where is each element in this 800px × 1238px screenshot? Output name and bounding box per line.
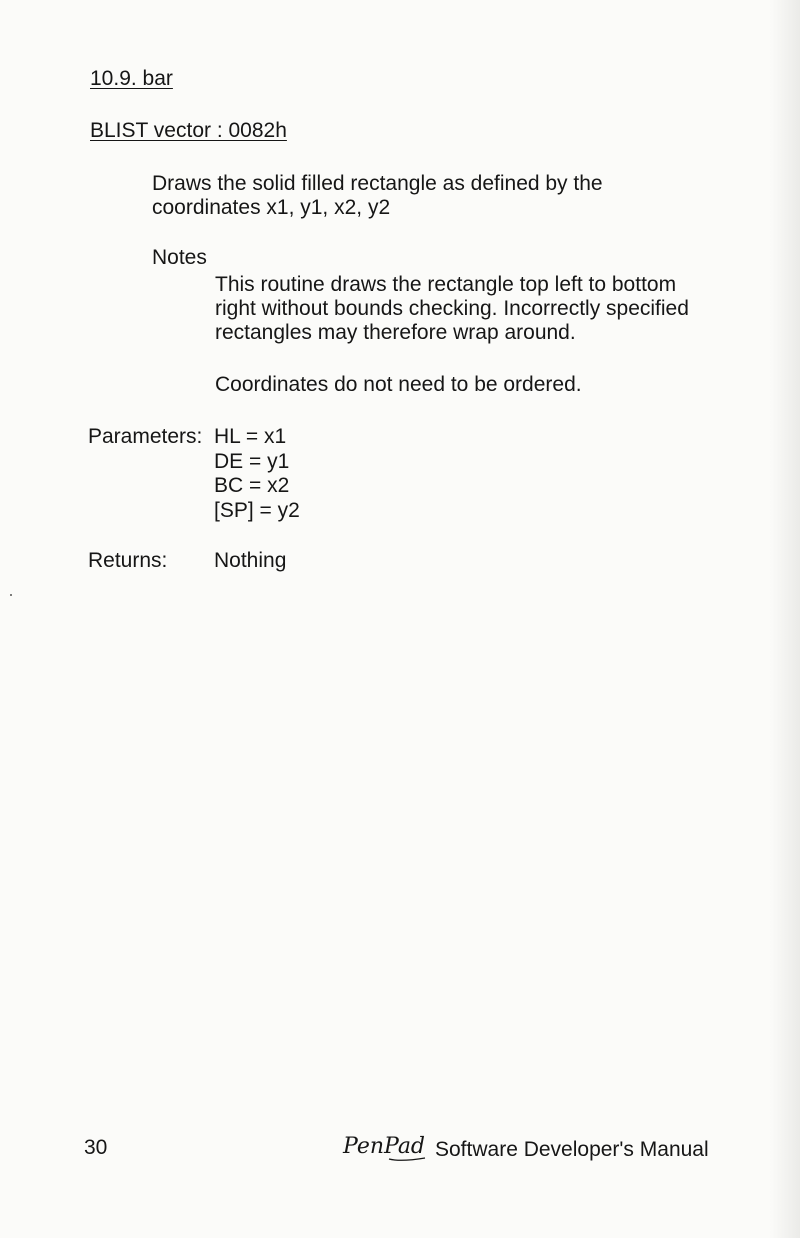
parameter-item: BC = x2 [214,474,290,497]
notes-paragraph-2: Coordinates do not need to be ordered. [215,373,582,396]
parameter-item: [SP] = y2 [214,498,300,522]
manual-title: Software Developer's Manual [435,1138,709,1161]
description-line: Draws the solid filled rectangle as defined by the [152,172,603,195]
vector-heading: BLIST vector : 0082h [90,119,287,142]
notes-label: Notes [152,246,207,269]
penpad-logo [341,1128,429,1164]
parameters-list [214,425,300,523]
notes-paragraph [215,273,689,345]
notes-line: right without bounds checking. Incorrectly specified [215,297,689,320]
page-edge-shade [770,0,800,1238]
description-line: coordinates x1, y1, x2, y2 [152,196,391,219]
returns-label: Returns: [88,549,168,572]
description [152,172,603,220]
notes-line: rectangles may therefore wrap around. [215,321,576,344]
parameters-label: Parameters: [88,425,203,448]
parameter-item: HL = x1 [214,425,287,448]
section-title: 10.9. bar [90,67,173,90]
parameter-item: DE = y1 [214,449,290,473]
scan-speck [10,594,12,596]
returns-value: Nothing [214,549,287,572]
penpad-logo-text: PenPad [343,1134,426,1159]
page-number: 30 [84,1136,108,1159]
notes-line: This routine draws the rectangle top left to bottom [215,273,677,296]
